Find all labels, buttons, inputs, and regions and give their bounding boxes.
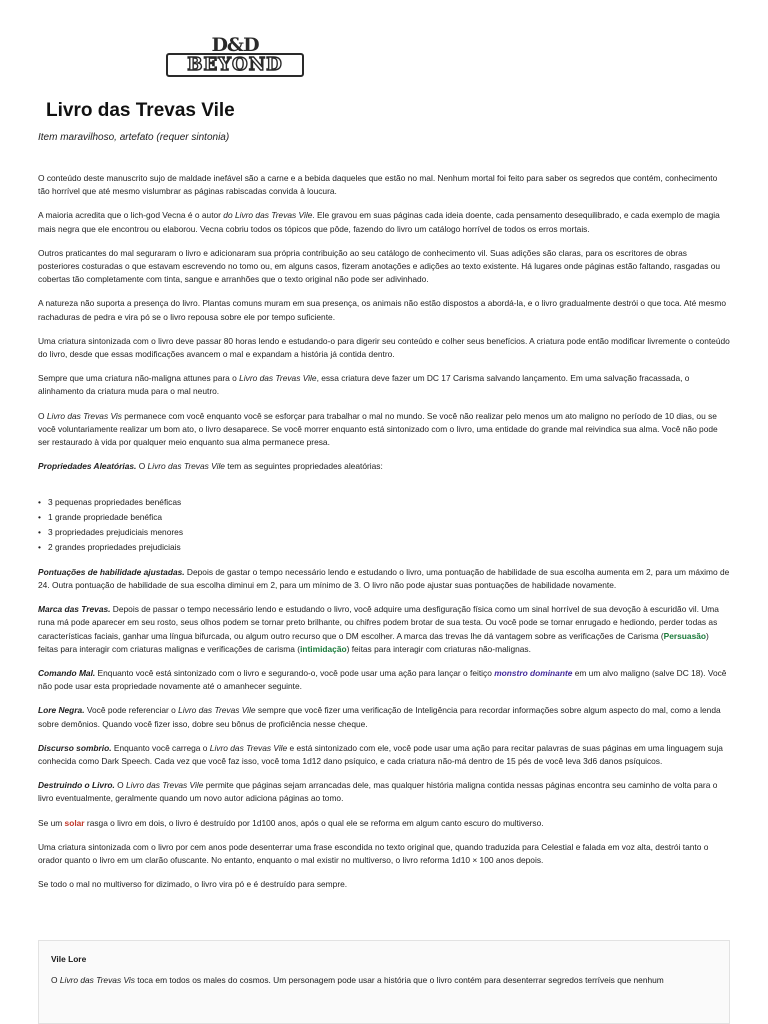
monster-link-solar[interactable]: solar — [64, 817, 85, 828]
list-item: • 3 pequenas propriedades benéficas — [48, 496, 730, 509]
paragraph: Se um solar rasga o livro em dois, o livro é destruído por 1d100 anos, após o qual ele se reforma em algum canto escuro do multiverso. — [38, 817, 544, 828]
paragraph: Uma criatura sintonizada com o livro deve passar 80 horas lendo e estudando-o para digerir seu conteúdo e colher seus benefícios. A criatura pode então modificar livremente o conteúdo do livro, desde que essas modificações avancem o mal e expandam a história já contida dentro. — [38, 335, 730, 360]
spell-link-dominate-monster[interactable]: monstro dominante — [494, 667, 573, 678]
paragraph-dark-speech: Discurso sombrio. Enquanto você carrega o Livro das Trevas Vile e está sintonizado com ele, você pode usar uma ação para recitar palavras de suas páginas em uma linguagem suja conhecida como Dark Speech. Cada vez que você faz isso, você toma 1d12 dano psíquico, e cada criatura não-má dentro de 15 pés de você leva 3d6 danos psíquicos. — [38, 742, 723, 766]
list-item: • 3 propriedades prejudiciais menores — [48, 526, 730, 539]
item-subtitle: Item maravilhoso, artefato (requer sintonia) — [38, 132, 230, 143]
paragraph: A natureza não suporta a presença do livro. Plantas comuns muram em sua presença, os animais não estão dispostos a abordá-la, e o livro gradualmente destrói o que toca. Até mesmo rachaduras de pedra e vira pó se o livro repousa sobre ele por tempo suficiente. — [38, 298, 727, 322]
list-item: • 2 grandes propriedades prejudiciais — [48, 541, 730, 554]
paragraph: Uma criatura sintonizada com o livro por cem anos pode desenterrar uma frase escondida no texto original que, quando traduzida para Celestial e falada em voz alta, destrói tanto o orador quanto o livro em um clarão ofuscante. No entanto, enquanto o mal existir no multiverso, o livro reforma 1d10 × 100 anos depois. — [38, 841, 709, 866]
paragraph-destroying-book: Destruindo o Livro. O Livro das Trevas Vile permite que páginas sejam arrancadas dele, mas qualquer história maligna contida nessas páginas encontra seu caminho de volta para o livro eventualmente, geralmente quando um novo autor adiciona páginas ao tomo. — [38, 780, 718, 804]
skill-link-intimidation[interactable]: intimidação — [300, 643, 347, 654]
list-item: • 1 grande propriedade benéfica — [48, 511, 730, 524]
sidebar-title: Vile Lore — [51, 954, 87, 964]
vile-lore-sidebar — [38, 940, 730, 1024]
paragraph: O conteúdo deste manuscrito sujo de maldade inefável são a carne e a bebida daqueles que estão no mal. Nenhum mortal foi feito para saber os segredos que contém, conhecimento tão horrível que até mesmo vislumbrar as páginas rabiscadas convida à loucura. — [38, 173, 718, 197]
dnd-beyond-logo[interactable] — [166, 34, 304, 80]
paragraph: Outros praticantes do mal seguraram o livro e adicionaram sua própria contribuição ao seu catálogo de conhecimento vil. Suas adições são claras, para os escritores de obras posteriores costuradas o que estavam escrevendo no tomo ou, em alguns casos, fizeram anotações e adições ao texto existente. Há lugares onde páginas estão faltando, rasgadas ou cobertas tão completamente com tinta, sangue e arranhões que o texto original não pode ser adivinhado. — [38, 247, 721, 285]
paragraph-dark-lore: Lore Negra. Você pode referenciar o Livro das Trevas Vile sempre que você fizer uma verificação de Inteligência para recordar informações sobre algum aspecto do mal, como a lenda sobre demônios. Quando você fizer isso, dobre seu bônus de proficiência nesse cheque. — [38, 705, 721, 729]
paragraph-command-evil: Comando Mal. Enquanto você está sintonizado com o livro e segurando-o, você pode usar uma ação para lançar o feitiço monstro dominante em um alvo maligno (salve DC 18). Você não pode usar esta propriedade novamente até o amanhecer seguinte. — [38, 667, 727, 692]
item-description — [38, 172, 730, 902]
logo-dnd-text: D&D — [211, 34, 259, 56]
paragraph-ability-scores: Pontuações de habilidade ajustadas. Depois de gastar o tempo necessário lendo e estudando o livro, uma pontuação de habilidade de sua escolha aumenta em 2, para um máximo de 24. Outra pontuação de habilidade de sua escolha diminui em 2, para um mínimo de 3. O livro não pode ajustar suas pontuações de habilidade novamente. — [38, 566, 730, 590]
skill-link-persuasion[interactable]: Persuasão — [663, 630, 707, 641]
paragraph: Se todo o mal no multiverso for dizimado, o livro vira pó e é destruído para sempre. — [38, 879, 348, 890]
random-properties-list — [38, 496, 730, 553]
paragraph-random-properties: Propriedades Aleatórias. O Livro das Trevas Vile tem as seguintes propriedades aleatórias: — [38, 461, 383, 472]
paragraph-mark-of-darkness: Marca das Trevas. Depois de passar o tempo necessário lendo e estudando o livro, você adquire uma desfiguração física como um sinal horrível de sua devoção à escuridão vil. Uma runa má pode aparecer em seu rosto, seus olhos podem se tornar preto brilhante, ou chifres podem brotar de sua testa. Ou você pode se tornar enrugado e hediondo, perder todas as características faciais, ganhar uma língua bifurcada, ou algum outro recurso que o DM escolher. A marca das trevas lhe dá vantagem sobre as verificações de Carisma (Persuasão) feitas para interagir com criaturas malignas e verificações de carisma (intimidação) feitas para interagir com criaturas não-malignas. — [38, 604, 719, 654]
paragraph: Sempre que uma criatura não-maligna attunes para o Livro das Trevas Vile, essa criatura deve fazer um DC 17 Carisma salvando lançamento. Em uma salvação fracassada, o alinhamento da criatura muda para o mal neutro. — [38, 373, 690, 397]
logo-beyond-text: BEYOND — [166, 53, 304, 77]
page-title: Livro das Trevas Vile — [46, 100, 235, 121]
paragraph: A maioria acredita que o lich-god Vecna é o autor do Livro das Trevas Vile. Ele gravou em suas páginas cada ideia doente, cada pensamento desequilibrado, e cada exemplo de magia mais negra que ele encontrou ou elaborou. Vecna cobriu todos os tópicos que pôde, fazendo do livro um catálogo horrível de todos os erros mortais. — [38, 210, 720, 234]
sidebar-text: O Livro das Trevas Vis toca em todos os males do cosmos. Um personagem pode usar a história que o livro contém para desenterrar segredos terríveis que nenhum — [51, 975, 664, 985]
paragraph: O Livro das Trevas Vis permanece com você enquanto você se esforçar para trabalhar o mal no mundo. Se você não realizar pelo menos um ato maligno no período de 10 dias, ou se você voluntariamente realizar um bom ato, o livro desaparece. Se você morrer enquanto está sintonizado com o livro, uma entidade do grande mal reivindica sua alma. Você não pode ser restaurado à vida por qualquer meio enquanto sua alma permanece presa. — [38, 410, 718, 448]
